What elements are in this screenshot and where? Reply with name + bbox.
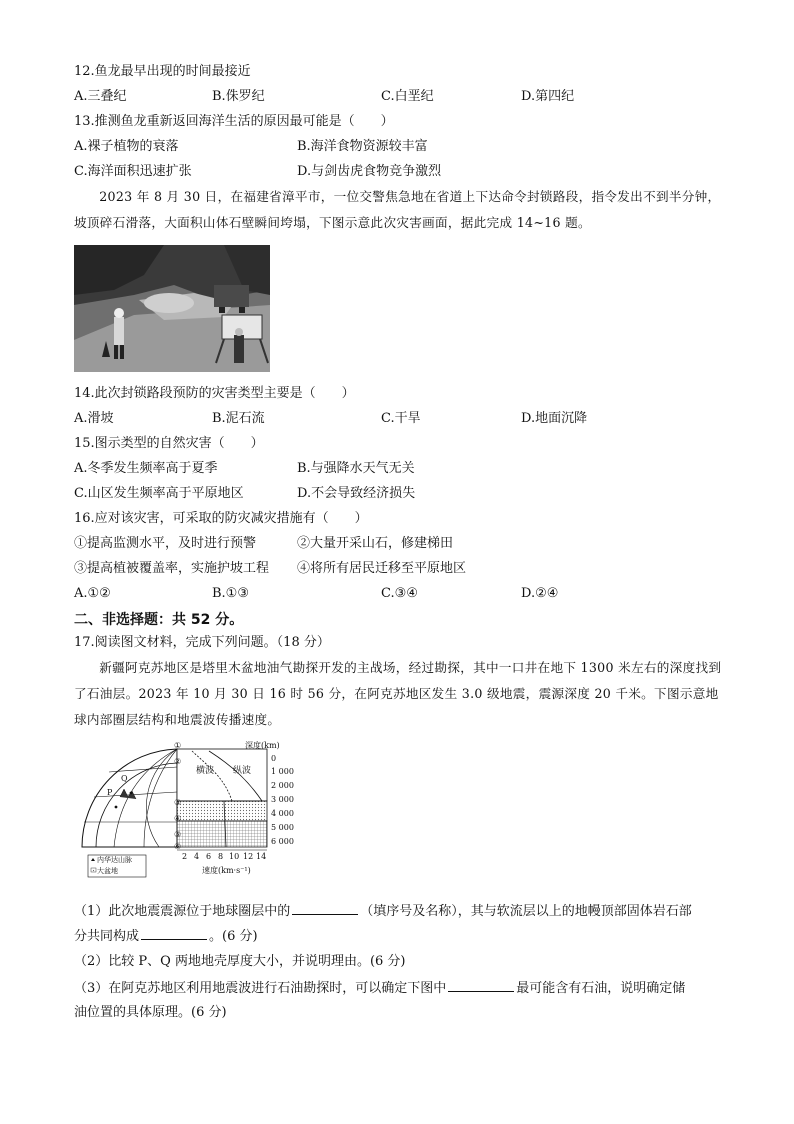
- q16-choice-3: ③提高植被覆盖率，实施护坡工程: [74, 561, 270, 576]
- q16-choice-2: ②大量开采山石，修建梯田: [297, 536, 454, 551]
- answer-blank-1[interactable]: [292, 902, 358, 915]
- marker-3: ③: [174, 798, 182, 807]
- speed-tick-2: 6: [206, 852, 212, 861]
- q16-choice-1: ①提高监测水平，及时进行预警: [74, 536, 257, 551]
- q17-sub1-line2: [74, 927, 258, 946]
- q15-option-d: D.不会导致经济损失: [297, 486, 416, 501]
- speed-tick-0: 2: [182, 852, 188, 861]
- q17-sub1-text-c: 分共同构成: [74, 929, 140, 944]
- q15-stem: 15.图示类型的自然灾害（ ）: [74, 436, 264, 451]
- speed-tick-3: 8: [218, 852, 224, 861]
- q15-option-c: C.山区发生频率高于平原地区: [74, 486, 244, 501]
- marker-6: ⑥: [174, 842, 182, 851]
- q12-option-a: A.三叠纪: [74, 89, 127, 104]
- depth-tick-2: 2 000: [271, 781, 294, 790]
- marker-2: ②: [174, 757, 182, 766]
- depth-tick-4: 4 000: [271, 809, 294, 818]
- speed-tick-1: 4: [194, 852, 200, 861]
- legend-mountains: 内华达山脉: [97, 856, 132, 864]
- q17-sub1-text-b: （填序号及名称），其与软流层以上的地幔顶部固体岩石部: [360, 904, 692, 919]
- q15-option-b: B.与强降水天气无关: [297, 461, 415, 476]
- passage-landslide: 2023 年 8 月 30 日，在福建省漳平市，一位交警焦急地在省道上下达命令封锁路段，指令发出不到半分钟，坡顶碎石滑落，大面积山体石壁瞬间垮塌，下图示意此次灾害画面，据此完成 14~16 题。: [74, 189, 721, 230]
- q17-sub1-text-a: （1）此次地震震源位于地球圈层中的: [74, 904, 291, 919]
- q17-sub3-line2: 油位置的具体原理。(6 分): [74, 1005, 227, 1020]
- q14-option-d: D.地面沉降: [521, 411, 588, 426]
- q14-option-a: A.滑坡: [74, 411, 114, 426]
- depth-axis-label: 深度(km): [245, 741, 280, 750]
- answer-blank-3[interactable]: [448, 979, 514, 992]
- q14-option-c: C.干旱: [381, 411, 421, 426]
- landslide-photo: [74, 245, 270, 372]
- q16-stem: 16.应对该灾害，可采取的防灾减灾措施有（ ）: [74, 511, 368, 526]
- q12-stem: 12.鱼龙最早出现的时间最接近: [74, 64, 251, 79]
- q13-option-c: C.海洋面积迅速扩张: [74, 164, 192, 179]
- answer-blank-2[interactable]: [141, 927, 207, 940]
- q13-option-a: A.裸子植物的衰落: [74, 139, 179, 154]
- q16-option-b: B.①③: [212, 586, 249, 601]
- q14-option-b: B.泥石流: [212, 411, 265, 426]
- q16-option-d: D.②④: [521, 586, 559, 601]
- legend-basin: 大盆地: [97, 867, 118, 875]
- q13-option-d: D.与剑齿虎食物竞争激烈: [297, 164, 442, 179]
- marker-4: ④: [174, 814, 182, 823]
- point-p-label: P: [107, 788, 113, 797]
- q17-sub1-line1: [74, 902, 692, 921]
- q12-option-c: C.白垩纪: [381, 89, 434, 104]
- depth-tick-3: 3 000: [271, 795, 294, 804]
- depth-tick-6: 6 000: [271, 837, 294, 846]
- q17-sub3-text-a: （3）在阿克苏地区利用地震波进行石油勘探时，可以确定下图中: [74, 981, 447, 996]
- q14-stem: 14.此次封锁路段预防的灾害类型主要是（ ）: [74, 386, 355, 401]
- q17-sub3-text-b: 最可能含有石油，说明确定储: [516, 981, 686, 996]
- marker-5: ⑤: [174, 830, 182, 839]
- q17-passage: 新疆阿克苏地区是塔里木盆地油气勘探开发的主战场，经过勘探，其中一口井在地下 1300 米左右的深度找到了石油层。2023 年 10 月 30 日 16 时 56 分，在阿克苏地区发生 3.0 级地震，震源深度 20 千米。下图示意地球内部圈层结构和地震波传播速度。: [74, 660, 722, 727]
- q17-sub3-line1: [74, 979, 685, 998]
- q12-option-b: B.侏罗纪: [212, 89, 265, 104]
- depth-tick-0: 0: [271, 754, 277, 763]
- depth-tick-5: 5 000: [271, 823, 294, 832]
- q13-stem: 13.推测鱼龙重新返回海洋生活的原因最可能是（ ）: [74, 114, 394, 129]
- q16-option-a: A.①②: [74, 586, 111, 601]
- point-q-label: Q: [121, 774, 128, 783]
- q12-option-d: D.第四纪: [521, 89, 575, 104]
- q16-option-c: C.③④: [381, 586, 418, 601]
- q15-option-a: A.冬季发生频率高于夏季: [74, 461, 218, 476]
- speed-tick-5: 12: [243, 852, 254, 861]
- p-wave-label: 纵波: [233, 766, 252, 776]
- s-wave-label: 横波: [196, 766, 215, 776]
- marker-1: ①: [174, 741, 182, 750]
- q13-option-b: B.海洋食物资源较丰富: [297, 139, 428, 154]
- q17-sub2: （2）比较 P、Q 两地地壳厚度大小，并说明理由。(6 分): [74, 954, 406, 969]
- section-heading: 二、非选择题：共 52 分。: [74, 612, 244, 628]
- q16-choice-4: ④将所有居民迁移至平原地区: [297, 561, 467, 576]
- q17-stem: 17.阅读图文材料，完成下列问题。（18 分）: [74, 635, 330, 650]
- speed-tick-4: 10: [229, 852, 240, 861]
- q17-sub1-text-d: 。(6 分): [209, 929, 258, 944]
- speed-tick-6: 14: [256, 852, 267, 861]
- speed-axis-label: 速度(km·s⁻¹): [202, 866, 251, 875]
- depth-tick-1: 1 000: [271, 767, 294, 776]
